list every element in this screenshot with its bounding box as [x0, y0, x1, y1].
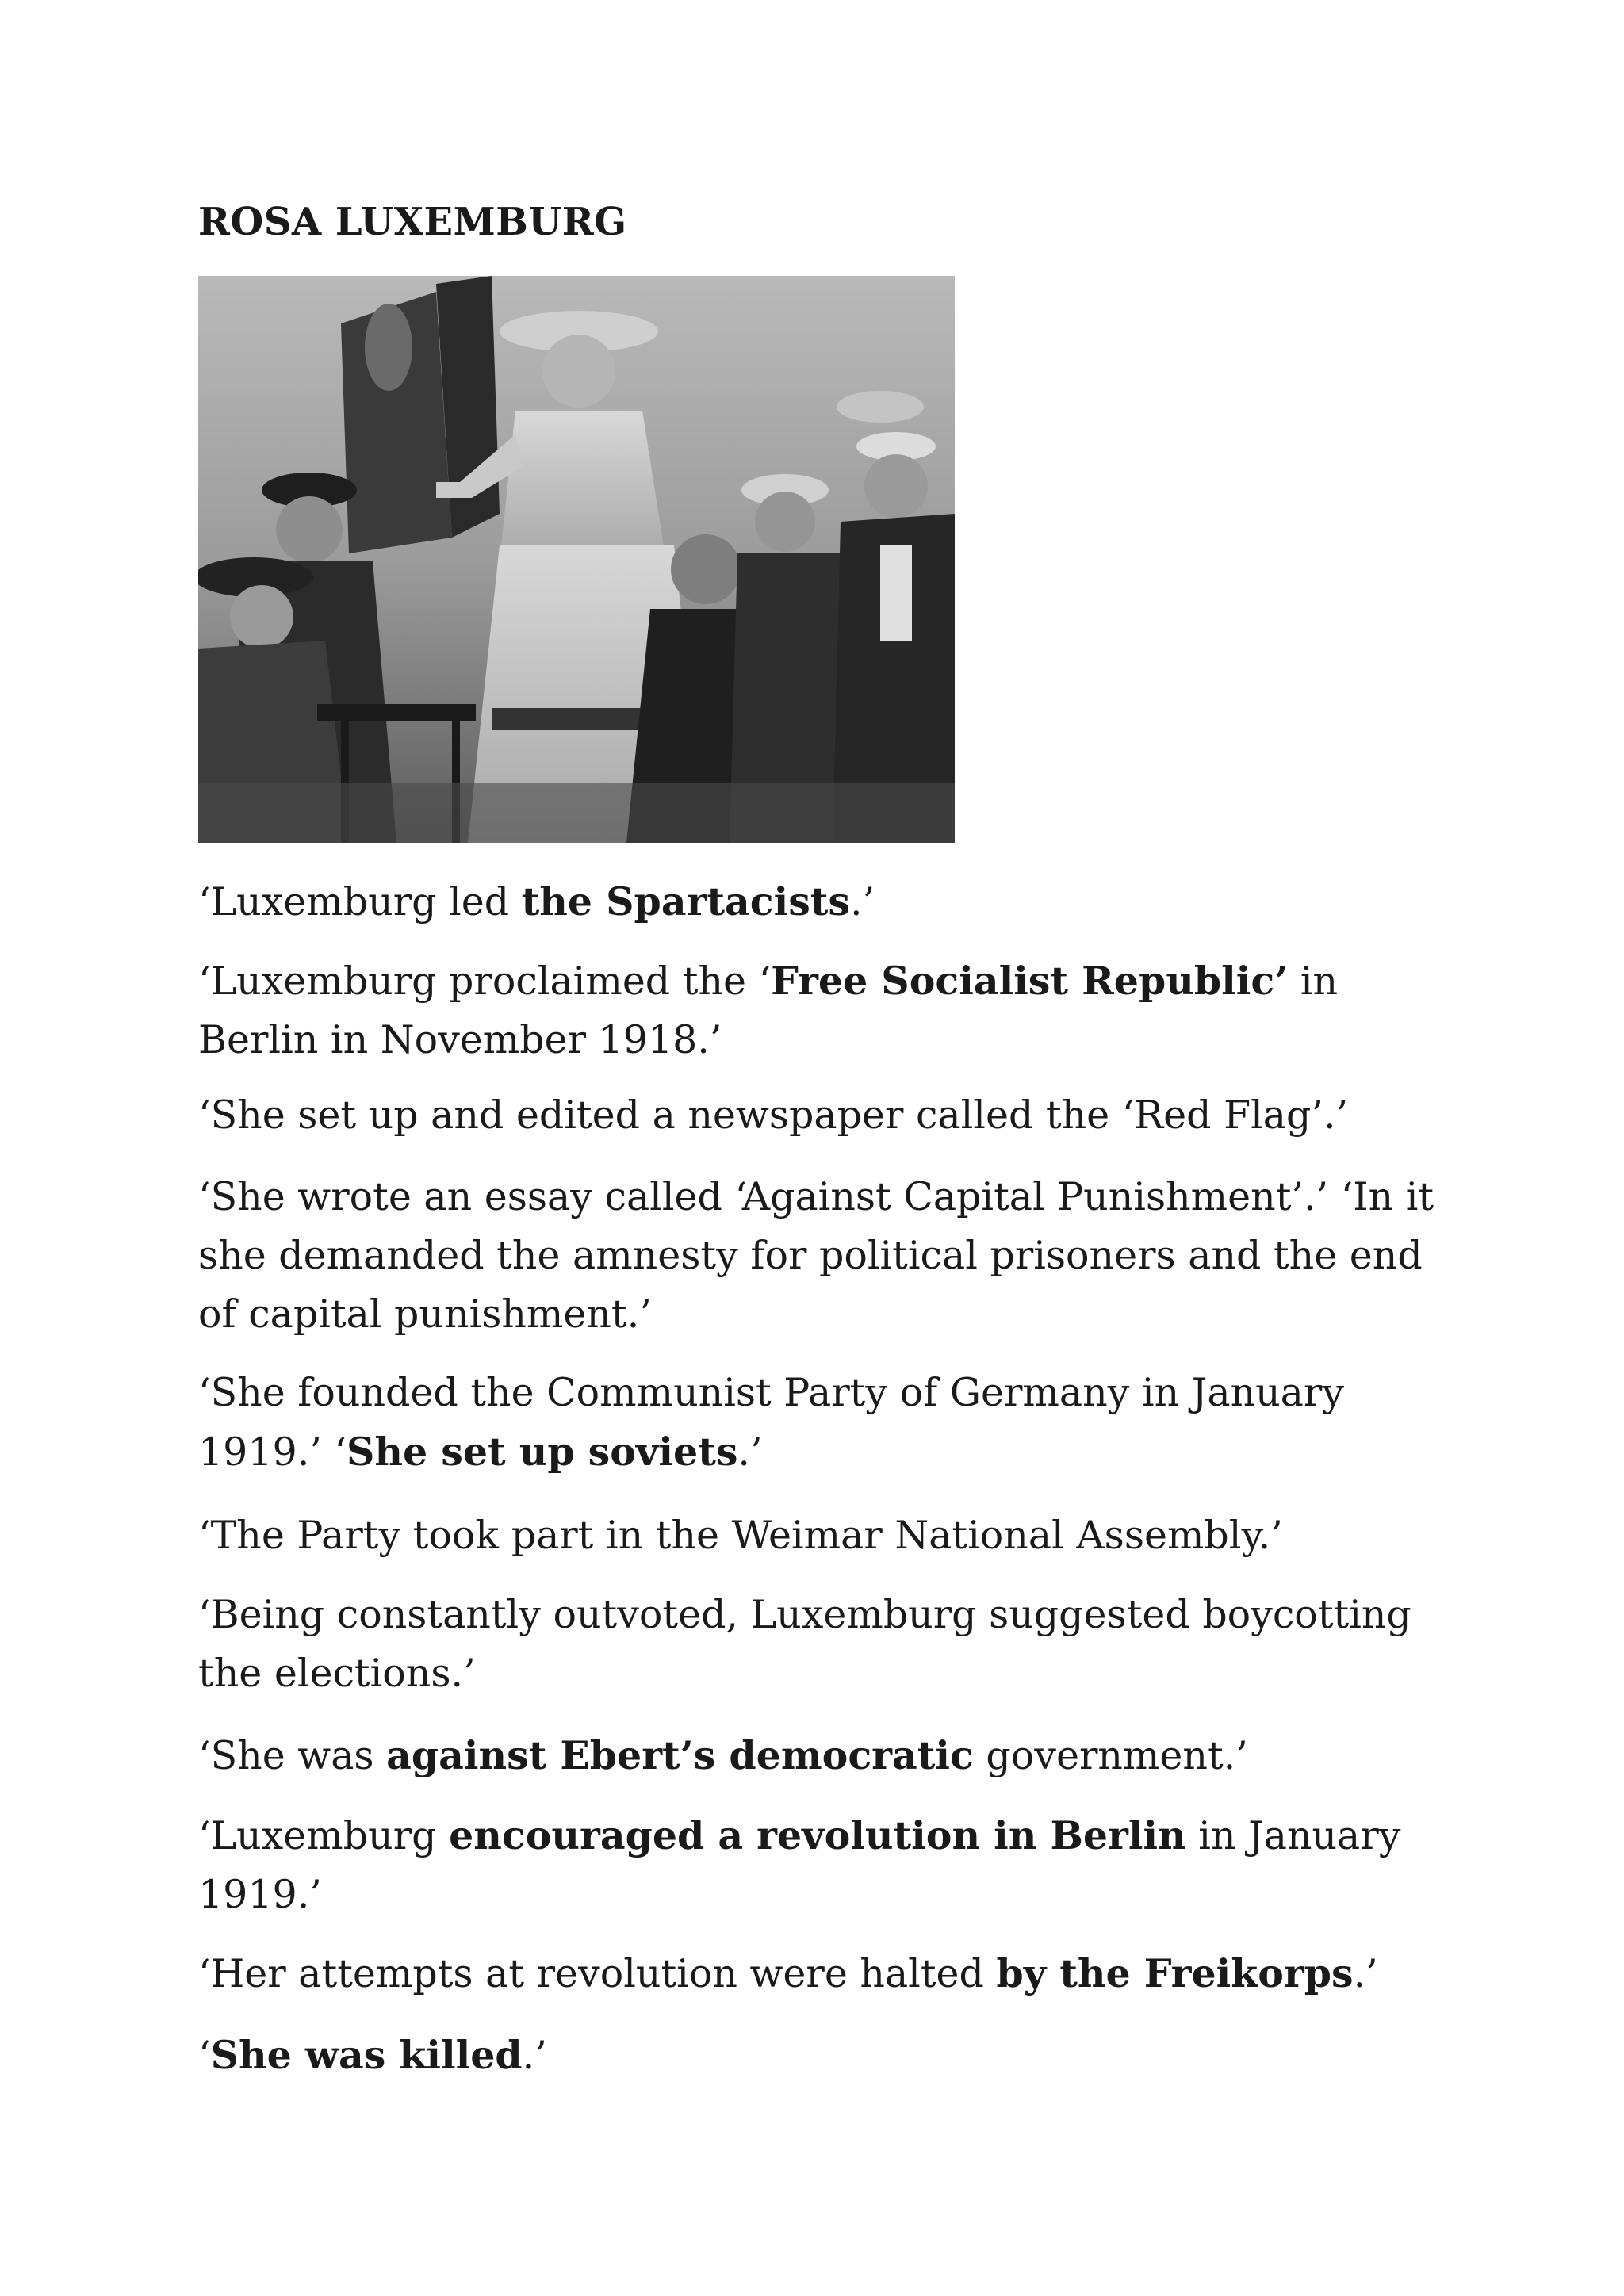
paragraph-9: [198, 1806, 1435, 1924]
text-run: ‘Luxemburg proclaimed the ‘: [198, 959, 772, 1004]
bold-text-run: She was killed: [210, 2032, 523, 2078]
text-run: in January 1919.’: [198, 1813, 1401, 1917]
bold-text-run: by the Freikorps: [996, 1950, 1354, 1996]
bold-text-run: against Ebert’s democratic: [386, 1732, 974, 1778]
page-title: ROSA LUXEMBURG: [198, 200, 627, 244]
paragraph-5: [198, 1364, 1435, 1482]
historical-photo-icon: [198, 276, 955, 843]
text-run: ‘Luxemburg: [198, 1813, 450, 1858]
text-run: ‘: [198, 2033, 211, 2078]
text-run: ‘She set up and edited a newspaper called the ‘Red Flag’.’: [198, 1093, 1349, 1138]
bold-text-run: Free Socialist Republic’: [771, 958, 1289, 1004]
paragraph-11: [198, 2026, 1435, 2085]
text-run: ‘She founded the Communist Party of Germany in January 1919.’ ‘: [198, 1370, 1344, 1475]
bold-text-run: She set up soviets: [347, 1429, 738, 1475]
historical-photo: [198, 276, 955, 843]
paragraph-10: [198, 1944, 1435, 2003]
paragraph-4: [198, 1168, 1435, 1344]
text-run: ‘She wrote an essay called ‘Against Capital Punishment’.’ ‘In it she demanded the amnesty for political prisoners and the end of capital punishment.’: [198, 1174, 1434, 1337]
paragraph-8: [198, 1726, 1435, 1785]
bold-text-run: the Spartacists: [521, 878, 851, 924]
paragraph-2: [198, 951, 1435, 1070]
text-run: ‘She was: [198, 1733, 387, 1778]
text-run: in Berlin in November 1918.’: [198, 959, 1339, 1062]
text-run: .’: [737, 1429, 763, 1475]
paragraph-1: [198, 872, 1435, 932]
text-run: ‘The Party took part in the Weimar National Assembly.’: [198, 1513, 1283, 1558]
text-run: .’: [850, 879, 875, 924]
text-run: .’: [522, 2033, 547, 2078]
text-run: ‘Her attempts at revolution were halted: [198, 1951, 997, 1996]
text-run: .’: [1353, 1951, 1378, 1996]
paragraph-7: [198, 1586, 1435, 1703]
paragraph-6: [198, 1506, 1435, 1565]
text-run: government.’: [973, 1733, 1248, 1778]
text-run: ‘Luxemburg led: [198, 879, 522, 924]
bold-text-run: encouraged a revolution in Berlin: [449, 1812, 1186, 1858]
text-run: ‘Being constantly outvoted, Luxemburg suggested boycotting the elections.’: [198, 1592, 1411, 1696]
paragraph-3: [198, 1086, 1435, 1145]
